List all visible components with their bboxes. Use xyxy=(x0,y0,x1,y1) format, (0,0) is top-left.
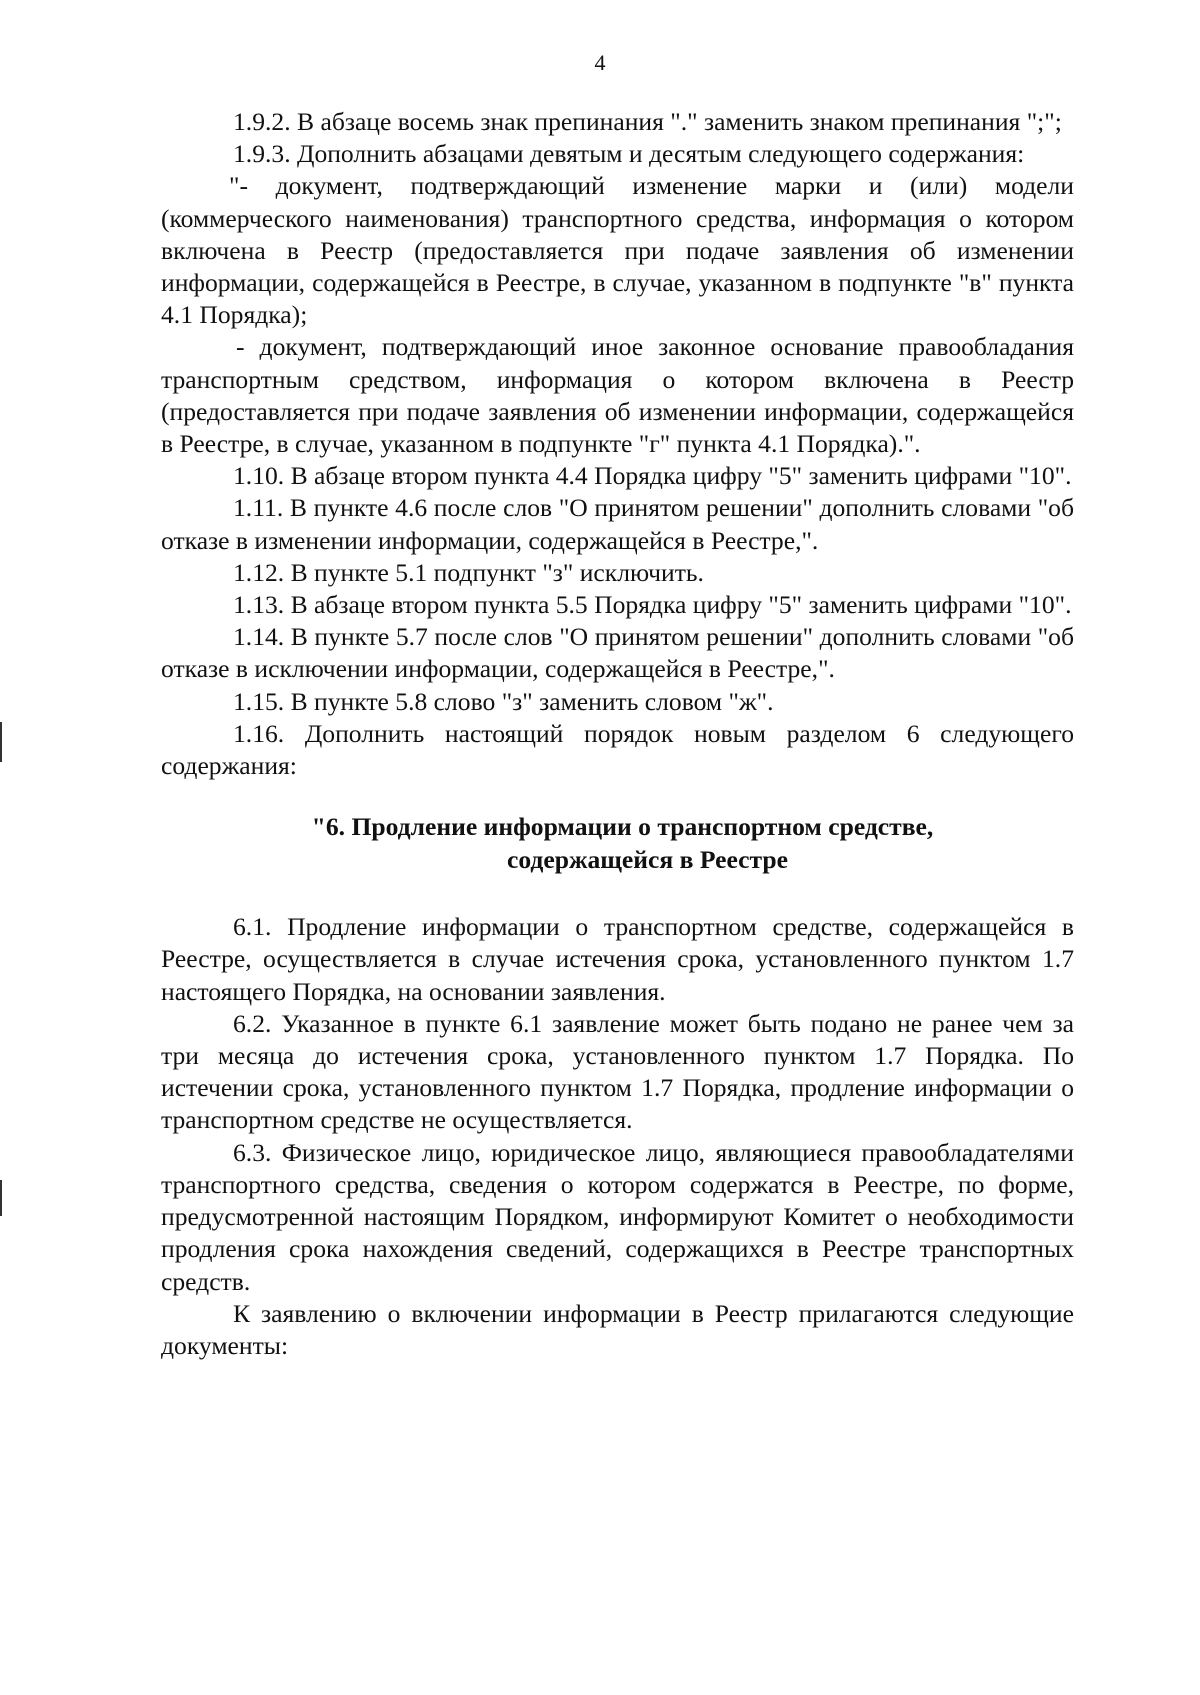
paragraph-1-15: 1.15. В пункте 5.8 слово "з" заменить словом "ж". xyxy=(233,686,774,716)
paragraph-6-2: 6.2. Указанное в пункте 6.1 заявление может быть подано не ранее чем за три месяца до истечения срока, установленного пунктом 1.7 Порядка. По истечении срока, установленного пунктом 1.7 Порядка, продление информации о транспортном средстве не осуществляется. xyxy=(161,1008,1074,1135)
page-number: 4 xyxy=(594,50,606,75)
section-title xyxy=(161,810,1074,876)
paragraph-1-14: 1.14. В пункте 5.7 после слов "О принятом решении" дополнить словами "об отказе в исключении информации, содержащейся в Реестре,". xyxy=(161,622,1074,684)
paragraph-1-13: 1.13. В абзаце втором пункта 5.5 Порядка цифру "5" заменить цифрами "10". xyxy=(233,590,1072,620)
paragraph-1-10: 1.10. В абзаце втором пункта 4.4 Порядка цифру "5" заменить цифрами "10". xyxy=(233,461,1072,491)
paragraph-1-16: 1.16. Дополнить настоящий порядок новым разделом 6 следующего содержания: xyxy=(161,718,1074,781)
paragraph-1-12: 1.12. В пункте 5.1 подпункт "з" исключить. xyxy=(233,557,704,587)
paragraph-quoted-item-2: - документ, подтверждающий иное законное основание правообладания транспортным средством, информация о котором включена в Реестр (предоставляется при подаче заявления об изменении информации, содержащейся в Реестре, в случае, указанном в подпункте "г" пункта 4.1 Порядка).". xyxy=(161,332,1074,459)
document-body xyxy=(161,106,1074,1362)
paragraph-1-9-3: 1.9.3. Дополнить абзацами девятым и десятым следующего содержания: xyxy=(233,139,1025,169)
scan-edge-mark xyxy=(0,722,2,762)
paragraph-6-1: 6.1. Продление информации о транспортном средстве, содержащейся в Реестре, осуществляется в случае истечения срока, установленного пунктом 1.7 настоящего Порядка, на основании заявления. xyxy=(161,912,1074,1006)
paragraph-6-3: 6.3. Физическое лицо, юридическое лицо, являющиеся правообладателями транспортного средства, сведения о котором содержатся в Реестре, по форме, предусмотренной настоящим Порядком, информируют Комитет о необходимости продления срока нахождения сведений, содержащихся в Реестре транспортных средств. xyxy=(161,1137,1074,1296)
paragraph-1-11: 1.11. В пункте 4.6 после слов "О принятом решении" дополнить словами "об отказе в изменении информации, содержащейся в Реестре,". xyxy=(161,493,1074,555)
section-title-line-2: содержащейся в Реестре xyxy=(506,845,789,875)
scan-edge-mark xyxy=(0,1180,2,1216)
paragraph-documents-intro: К заявлению о включении информации в Реестр прилагаются следующие документы: xyxy=(161,1298,1074,1360)
paragraph-quoted-item-1: "- документ, подтверждающий изменение марки и (или) модели (коммерческого наименования) транспортного средства, информация о котором включена в Реестр (предоставляется при подаче заявления об изменении информации, содержащейся в Реестре, в случае, указанном в подпункте "в" пункта 4.1 Порядка); xyxy=(161,171,1074,330)
paragraph-1-9-2: 1.9.2. В абзаце восемь знак препинания "." заменить знаком препинания ";"; xyxy=(233,107,1062,136)
section-title-line-1: "6. Продление информации о транспортном средстве, xyxy=(311,812,934,842)
